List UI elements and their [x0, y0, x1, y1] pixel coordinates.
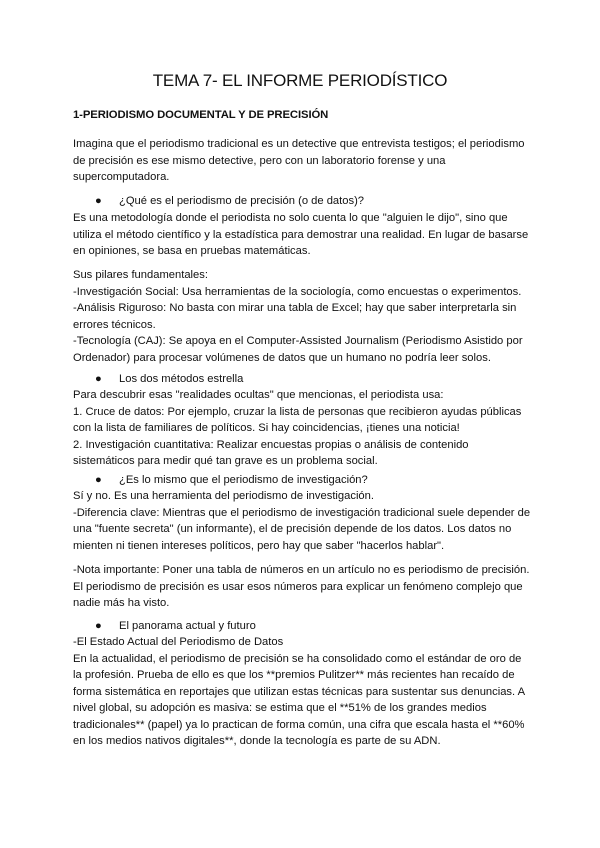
document-title: TEMA 7- EL INFORME PERIODÍSTICO: [152, 71, 448, 90]
text-line: -Nota importante: Poner una tabla de números en un artículo no es periodismo de precisión.: [73, 564, 530, 576]
text-line: Ordenador) para procesar volúmenes de datos que un humano no podría leer solos.: [73, 351, 491, 364]
pillars-paragraph: [73, 267, 533, 366]
text-line: Sus pilares fundamentales:: [73, 269, 208, 281]
bullet-text: El panorama actual y futuro: [119, 620, 256, 632]
text-line: la profesión. Prueba de ello es que los **premios Pulitzer** más recientes han recaído de: [73, 669, 515, 681]
intro-paragraph: [73, 136, 533, 186]
text-line: tradicionales** (papel) ya lo practican de forma común, una cifra que escala hasta el **60%: [73, 718, 525, 731]
text-line: -Tecnología (CAJ): Se apoya en el Computer-Assisted Journalism (Periodismo Asistido por: [73, 335, 523, 347]
bullet-item-definition: [95, 193, 364, 210]
current-state-paragraph: [73, 634, 533, 750]
bullet-item-outlook: [95, 618, 256, 635]
text-line: Para descubrir esas "realidades ocultas" que mencionas, el periodista usa:: [73, 389, 444, 401]
text-line: con la lista de familiares de políticos. Si hay coincidencias, ¡tienes una noticia!: [73, 422, 460, 434]
text-line: -Investigación Social: Usa herramientas de la sociología, como encuestas o experimentos.: [73, 285, 522, 298]
text-line: 2. Investigación cuantitativa: Realizar encuestas propias o análisis de contenido: [73, 438, 469, 451]
methods-paragraph: [73, 387, 533, 470]
text-line: en opiniones, se basa en pruebas matemáticas.: [73, 245, 311, 257]
note-paragraph: [73, 562, 533, 612]
text-line: En la actualidad, el periodismo de precisión se ha consolidado como el estándar de oro de: [73, 652, 522, 665]
bullet-dot-icon: ●: [95, 195, 102, 207]
definition-paragraph: [73, 210, 533, 260]
bullet-dot-icon: ●: [95, 620, 102, 632]
bullet-dot-icon: ●: [95, 474, 102, 486]
text-line: nadie más ha visto.: [73, 597, 170, 609]
text-line: supercomputadora.: [73, 171, 170, 183]
text-line: Sí y no. Es una herramienta del periodismo de investigación.: [73, 490, 374, 502]
bullet-item-comparison: [95, 472, 368, 489]
text-line: de precisión es ese mismo detective, pero con un laboratorio forense y una: [73, 154, 446, 167]
text-line: 1. Cruce de datos: Por ejemplo, cruzar la lista de personas que recibieron ayudas públicas: [73, 405, 522, 418]
text-line: El periodismo de precisión es usar esos números para explicar un fenómeno complejo que: [73, 580, 523, 593]
text-line: utiliza el método científico y la estadística para demostrar una realidad. En lugar de basarse: [73, 228, 529, 241]
text-line: Imagina que el periodismo tradicional es un detective que entrevista testigos; el periodismo: [73, 138, 525, 150]
comparison-paragraph: [73, 488, 533, 554]
text-line: forma sistemática en reportajes que utilizan estas técnicas para sustentar sus denuncias. A: [73, 685, 526, 698]
bullet-item-methods: [95, 371, 243, 388]
section-heading: 1-PERIODISMO DOCUMENTAL Y DE PRECISIÓN: [73, 109, 329, 121]
text-line: -Análisis Riguroso: No basta con mirar una tabla de Excel; hay que saber interpretarla sin: [73, 302, 517, 314]
bullet-dot-icon: ●: [95, 373, 102, 385]
text-line: Es una metodología donde el periodista no solo cuenta lo que "alguien le dijo", sino que: [73, 212, 508, 224]
text-line: -El Estado Actual del Periodismo de Datos: [73, 636, 284, 648]
bullet-text: ¿Es lo mismo que el periodismo de investigación?: [119, 474, 368, 486]
text-line: mienten ni tienen intereses políticos, pero hay que saber "hacerlos hablar".: [73, 539, 445, 552]
bullet-text: ¿Qué es el periodismo de precisión (o de datos)?: [119, 195, 365, 207]
text-line: sistemáticos para medir qué tan grave es un problema social.: [73, 455, 378, 467]
text-line: una "fuente secreta" (un informante), el de precisión depende de los datos. Los datos no: [73, 523, 512, 535]
bullet-text: Los dos métodos estrella: [119, 373, 244, 385]
text-line: en los medios nativos digitales**, donde la tecnología es parte de su ADN.: [73, 735, 441, 747]
text-line: -Diferencia clave: Mientras que el periodismo de investigación tradicional suele depender de: [73, 506, 531, 519]
text-line: nivel global, su adopción es masiva: se estima que el **51% de los grandes medios: [73, 702, 487, 714]
text-line: errores técnicos.: [73, 318, 156, 331]
